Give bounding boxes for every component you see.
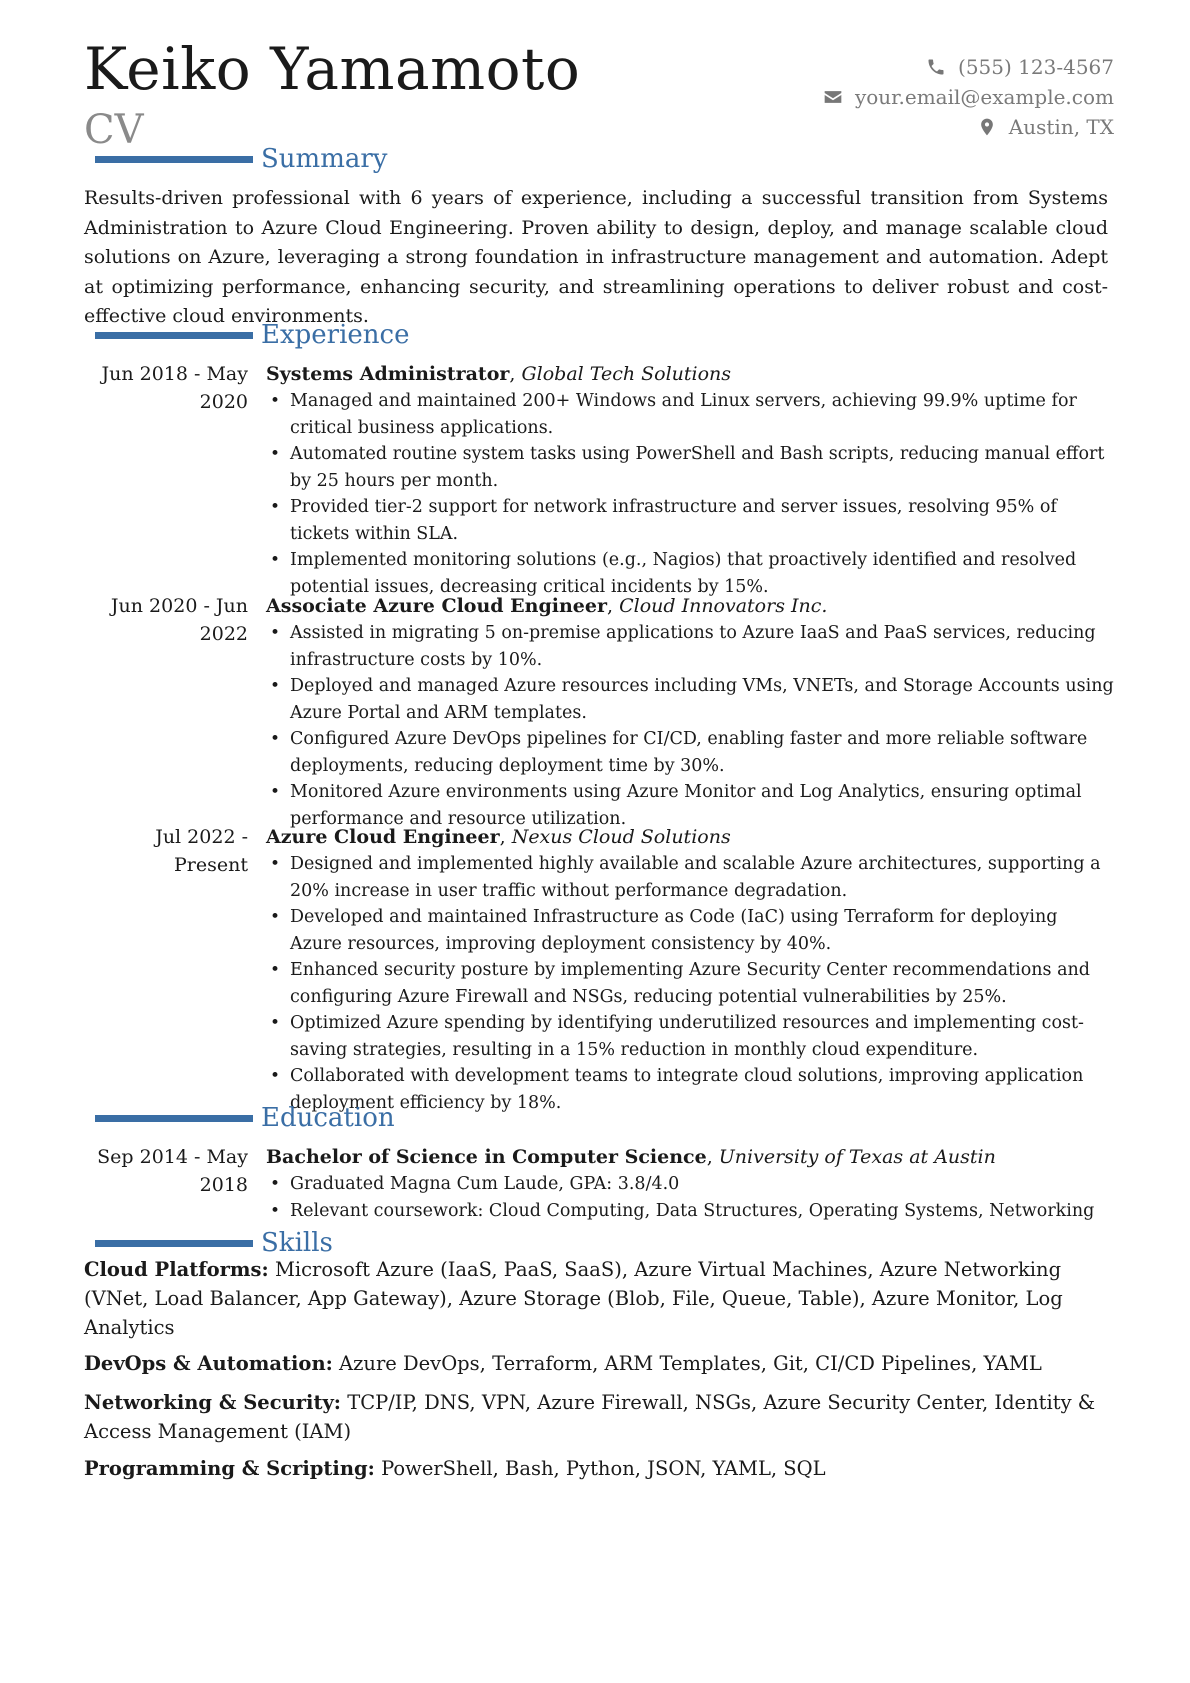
- entry-role: Azure Cloud Engineer: [266, 826, 500, 848]
- entry-date: Jul 2022 - Present: [155, 826, 248, 876]
- bullet-item: • Enhanced security posture by implementing Azure Security Center recommendations and configuring Azure Firewall and NSGs, reducing potential vulnerabilities by 25%.: [266, 957, 1114, 1010]
- entry-body: [266, 823, 1114, 1116]
- entry-date: Jun 2018 - May 2020: [101, 363, 248, 413]
- entry-heading: Azure Cloud Engineer, Nexus Cloud Solutions: [266, 826, 731, 848]
- document-subtitle: CV: [84, 107, 144, 153]
- section-title: Summary: [261, 144, 388, 174]
- section-accent-bar: [95, 1240, 253, 1247]
- entry-date: Sep 2014 - May 2018: [97, 1146, 248, 1196]
- bullet-item: • Automated routine system tasks using PowerShell and Bash scripts, reducing manual effort by 25 hours per month.: [266, 441, 1114, 494]
- skill-label: Networking & Security:: [84, 1391, 341, 1414]
- entry-bullets: [266, 851, 1114, 1116]
- entry-org: University of Texas at Austin: [718, 1146, 996, 1168]
- bullet-item: • Managed and maintained 200+ Windows and Linux servers, achieving 99.9% uptime for critical business applications.: [266, 388, 1114, 441]
- email-text[interactable]: your.email@example.com: [854, 85, 1114, 109]
- entry-role: Associate Azure Cloud Engineer: [266, 595, 607, 617]
- entry-body: [266, 1143, 1114, 1224]
- entry-body: [266, 592, 1114, 832]
- entry-org: Cloud Innovators Inc.: [619, 595, 828, 617]
- entry-heading: Systems Administrator, Global Tech Solutions: [266, 363, 732, 385]
- bullet-item: • Optimized Azure spending by identifying underutilized resources and implementing cost-saving strategies, resulting in a 15% reduction in monthly cloud expenditure.: [266, 1010, 1114, 1063]
- entry-bullets: [266, 1171, 1114, 1224]
- section-education-heading: [95, 1101, 395, 1135]
- skill-row: [84, 1454, 1114, 1483]
- contact-location: [823, 112, 1114, 142]
- skill-row: [84, 1349, 1114, 1378]
- skill-value: TCP/IP, DNS, VPN, Azure Firewall, NSGs, Azure Security Center, Identity & Access Management (IAM): [84, 1391, 1096, 1443]
- summary-text: Results-driven professional with 6 years of experience, including a successful transition from Systems Administration to Azure Cloud Engineering. Proven ability to design, deploy, and manage scalable cloud solutions on Azure, leveraging a strong foundation in infrastructure management and automation. Adept at optimizing performance, enhancing security, and streamlining operations to deliver robust and cost-effective cloud environments.: [84, 187, 1108, 327]
- location-text: Austin, TX: [1008, 115, 1114, 139]
- skill-value: PowerShell, Bash, Python, JSON, YAML, SQL: [381, 1457, 826, 1480]
- section-summary-heading: [95, 142, 387, 176]
- entry-bullets: [266, 388, 1114, 600]
- bullet-item: • Relevant coursework: Cloud Computing, Data Structures, Operating Systems, Networking: [266, 1198, 1114, 1225]
- contact-block: [823, 52, 1114, 142]
- entry-heading: Bachelor of Science in Computer Science, University of Texas at Austin: [266, 1146, 996, 1168]
- bullet-item: • Designed and implemented highly available and scalable Azure architectures, supporting a 20% increase in user traffic without performance degradation.: [266, 851, 1114, 904]
- skill-label: DevOps & Automation:: [84, 1352, 333, 1375]
- bullet-item: • Implemented monitoring solutions (e.g., Nagios) that proactively identified and resolved potential issues, decreasing critical incidents by 15%.: [266, 547, 1114, 600]
- bullet-item: • Collaborated with development teams to integrate cloud solutions, improving application deployment efficiency by 18%.: [266, 1063, 1114, 1116]
- bullet-item: • Deployed and managed Azure resources including VMs, VNETs, and Storage Accounts using Azure Portal and ARM templates.: [266, 673, 1114, 726]
- skill-value: Microsoft Azure (IaaS, PaaS, SaaS), Azure Virtual Machines, Azure Networking (VNet, Load Balancer, App Gateway), Azure Storage (Blob, File, Queue, Table), Azure Monitor, Log Analytics: [84, 1258, 1063, 1339]
- bullet-item: • Provided tier-2 support for network infrastructure and server issues, resolving 95% of tickets within SLA.: [266, 494, 1114, 547]
- bullet-item: • Assisted in migrating 5 on-premise applications to Azure IaaS and PaaS services, reducing infrastructure costs by 10%.: [266, 620, 1114, 673]
- map-pin-icon: [977, 117, 997, 137]
- envelope-icon: [823, 87, 843, 107]
- section-accent-bar: [95, 1115, 253, 1122]
- candidate-name: Keiko Yamamoto: [84, 35, 581, 103]
- contact-email: [823, 82, 1114, 112]
- contact-phone: [823, 52, 1114, 82]
- bullet-item: • Configured Azure DevOps pipelines for CI/CD, enabling faster and more reliable software deployments, reducing deployment time by 30%.: [266, 726, 1114, 779]
- bullet-item: • Graduated Magna Cum Laude, GPA: 3.8/4.0: [266, 1171, 1114, 1198]
- entry-date: Jun 2020 - Jun 2022: [110, 595, 248, 645]
- phone-icon: [926, 57, 946, 77]
- entry-body: [266, 360, 1114, 600]
- section-title: Skills: [261, 1228, 333, 1258]
- section-accent-bar: [95, 332, 253, 339]
- entry-bullets: [266, 620, 1114, 832]
- skill-label: Programming & Scripting:: [84, 1457, 375, 1480]
- entry-heading: Associate Azure Cloud Engineer, Cloud Innovators Inc.: [266, 595, 828, 617]
- entry-role: Systems Administrator: [266, 363, 510, 385]
- entry-org: Nexus Cloud Solutions: [511, 826, 731, 848]
- bullet-item: • Developed and maintained Infrastructure as Code (IaC) using Terraform for deploying Azure resources, improving deployment consistency by 40%.: [266, 904, 1114, 957]
- skill-row: [84, 1255, 1114, 1342]
- section-title: Education: [261, 1103, 395, 1133]
- section-title: Experience: [261, 320, 410, 350]
- section-accent-bar: [95, 156, 253, 163]
- section-experience-heading: [95, 318, 410, 352]
- entry-org: Global Tech Solutions: [521, 363, 732, 385]
- skill-value: Azure DevOps, Terraform, ARM Templates, Git, CI/CD Pipelines, YAML: [339, 1352, 1042, 1375]
- phone-text: (555) 123-4567: [958, 55, 1114, 79]
- bullet-item: • Monitored Azure environments using Azure Monitor and Log Analytics, ensuring optimal performance and resource utilization.: [266, 779, 1114, 832]
- skill-label: Cloud Platforms:: [84, 1258, 269, 1281]
- entry-role: Bachelor of Science in Computer Science: [266, 1146, 707, 1168]
- skill-row: [84, 1388, 1114, 1446]
